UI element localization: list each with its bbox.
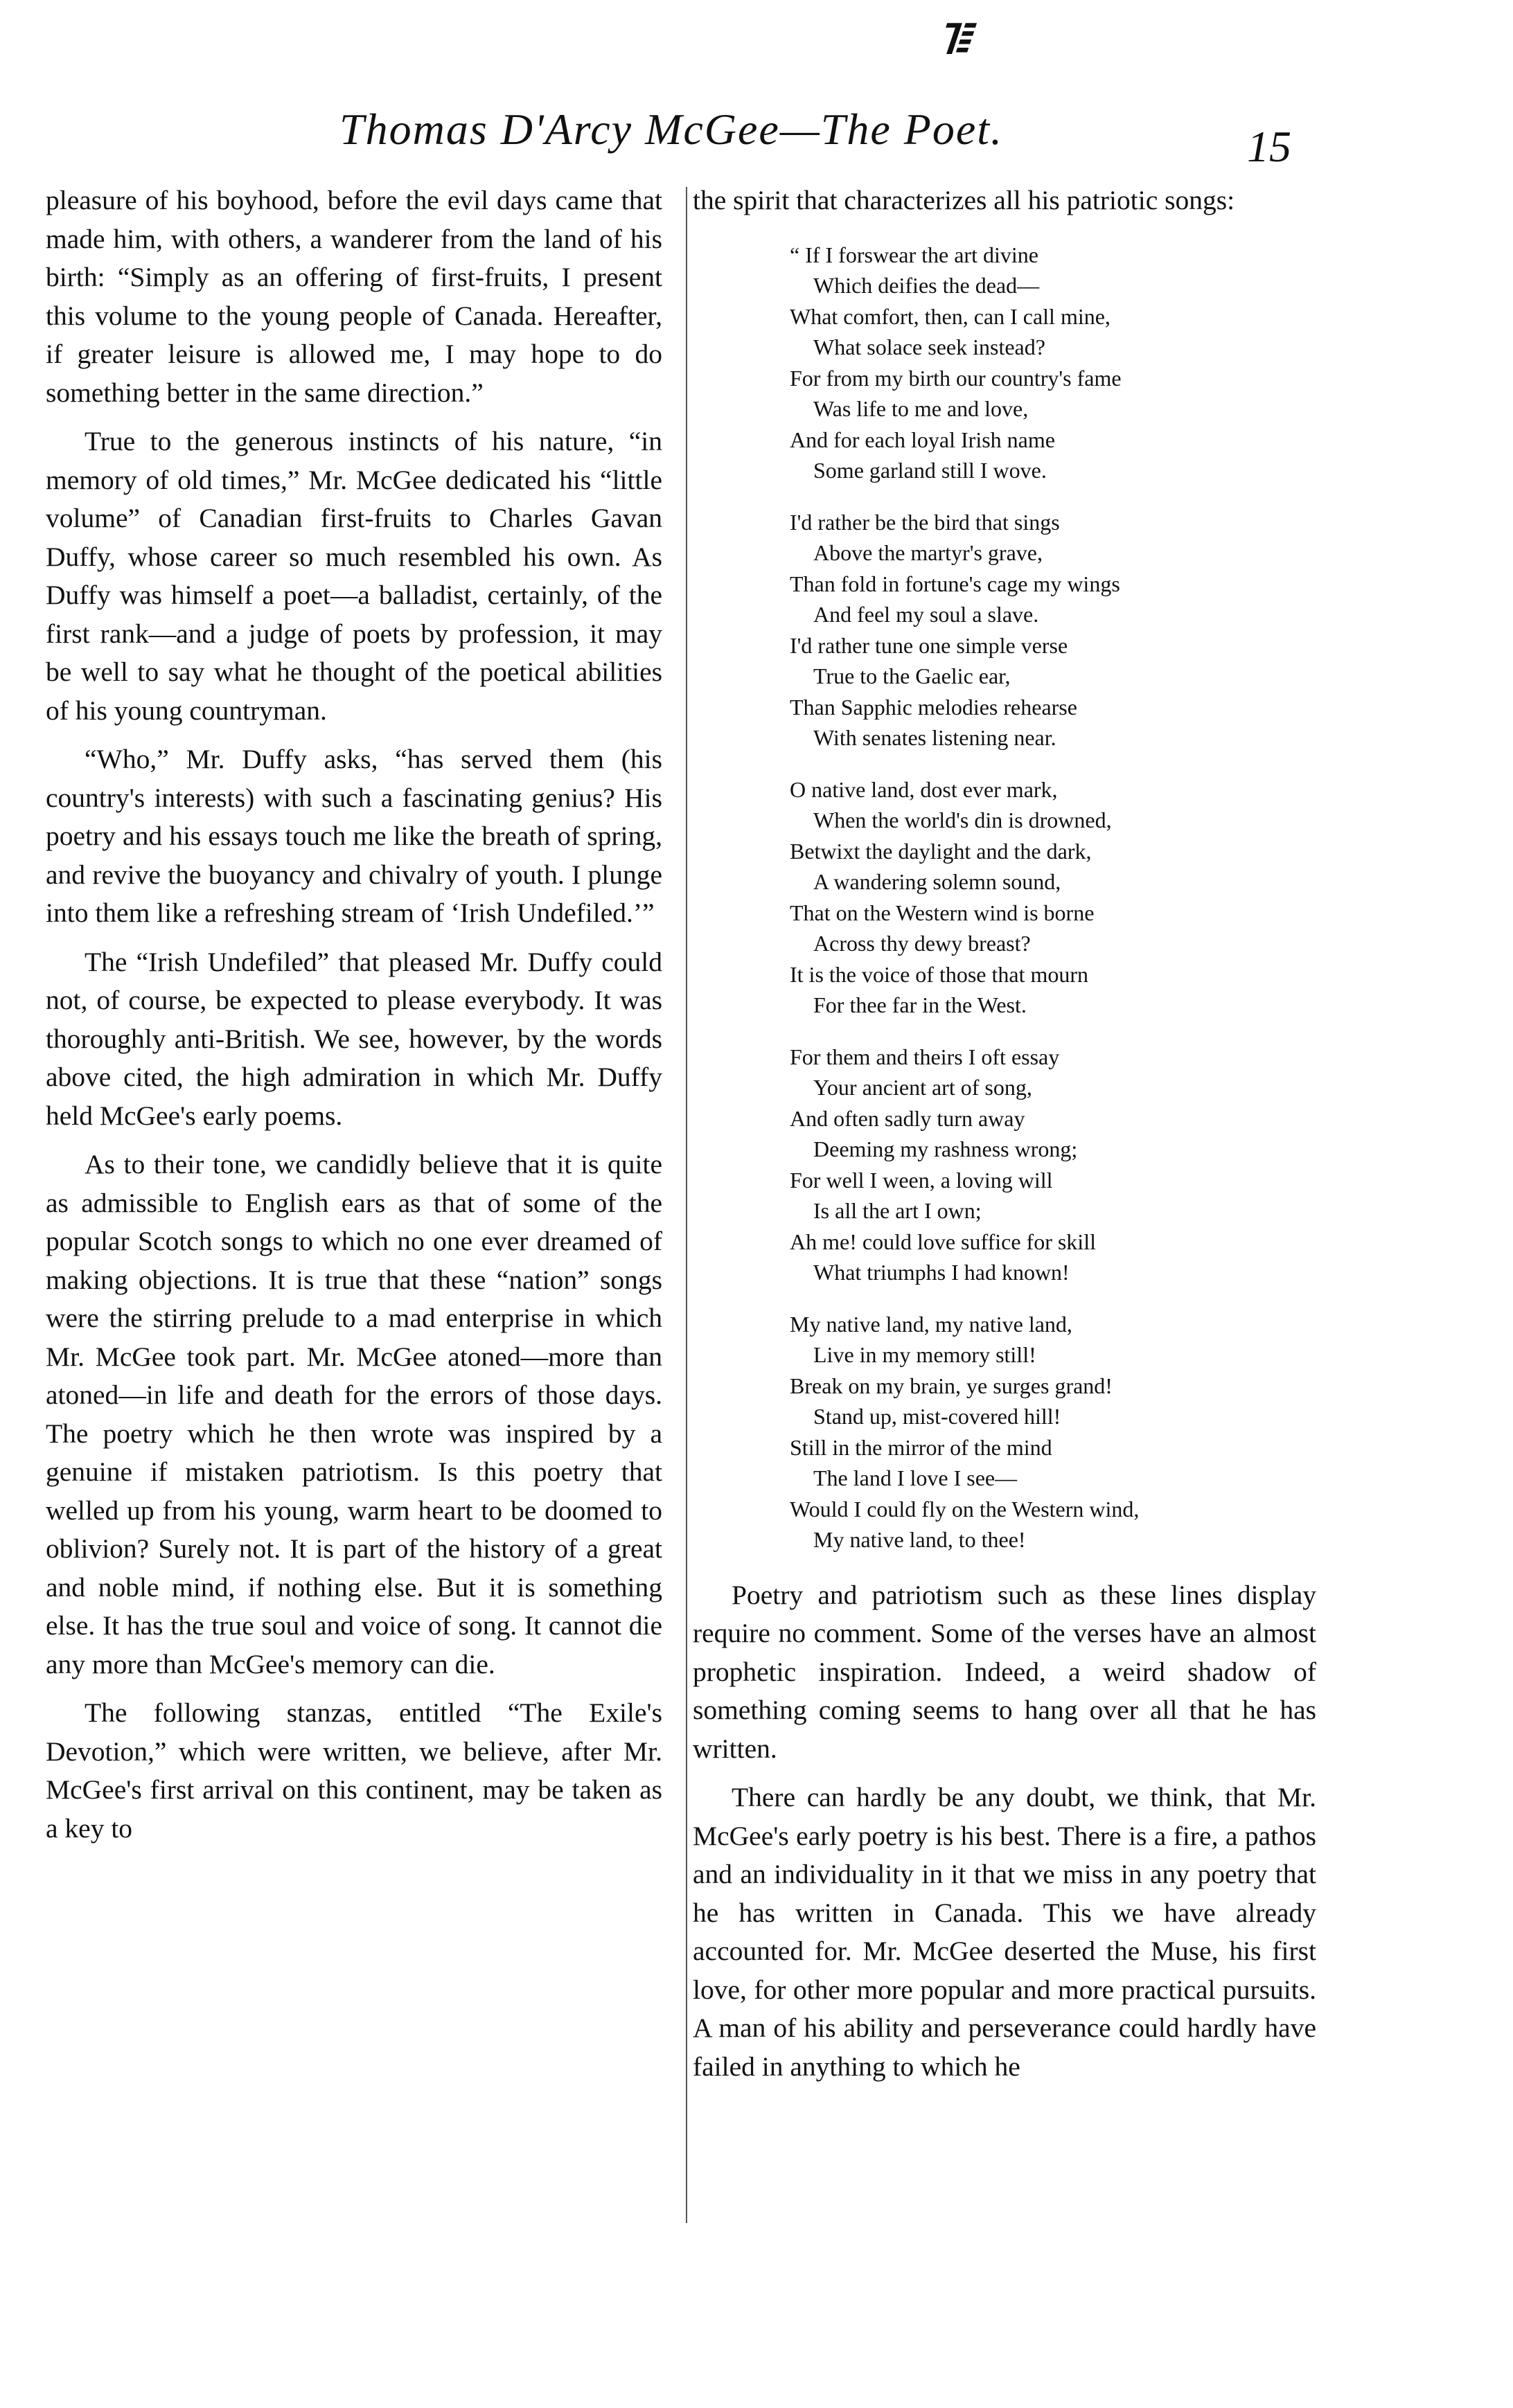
- poem-line: Stand up, mist-covered hill!: [813, 1404, 1061, 1429]
- poem-line: My native land, my native land,: [790, 1311, 1072, 1337]
- running-head: Thomas D'Arcy McGee—The Poet.: [339, 105, 1003, 154]
- poem-line: Which deifies the dead—: [813, 273, 1040, 298]
- paragraph: As to their tone, we candidly believe that it is quite as admissible to English ears as that of some of the popular Scotch songs to which no one ever dreamed of making objections. It is true that these “nation” songs were the stirring prelude to a mad enterprise in which Mr. McGee took part. Mr. McGee atoned—more than atoned—in life and death for the errors of those days. The poetry which he then wrote was inspired by a genuine if mistaken patriotism. Is this poetry that welled up from his young, warm heart to be doomed to oblivion? Surely not. It is part of the history of a great and noble mind, if nothing else. But it is something else. It has the true soul and voice of song. It cannot die any more than McGee's memory can die.: [46, 1149, 662, 1679]
- top-mark: ᳅: [944, 17, 975, 62]
- poem-line: And for each loyal Irish name: [790, 427, 1055, 452]
- poem-line: My native land, to thee!: [813, 1527, 1026, 1552]
- poem-line: Than fold in fortune's cage my wings: [790, 571, 1120, 596]
- stanza: [790, 507, 1316, 753]
- stanza: [790, 1309, 1316, 1555]
- paragraph: the spirit that characterizes all his patriotic songs:: [693, 185, 1235, 215]
- paragraph: Poetry and patriotism such as these lines display require no comment. Some of the verses have an almost prophetic inspiration. Indeed, a weird shadow of something coming seems to hang over all that he has written.: [693, 1579, 1316, 1764]
- right-column: [693, 181, 1316, 2086]
- paragraph: The following stanzas, entitled “The Exile's Devotion,” which were written, we believe, after Mr. McGee's first arrival on this continent, may be taken as a key to: [46, 1697, 662, 1844]
- poem-line: O native land, dost ever mark,: [790, 776, 1058, 802]
- poem-line: Your ancient art of song,: [813, 1075, 1032, 1100]
- poem-line: Deeming my rashness wrong;: [813, 1136, 1078, 1161]
- poem-line: And often sadly turn away: [790, 1105, 1025, 1131]
- poem-line: Live in my memory still!: [813, 1342, 1036, 1367]
- poem-line: When the world's din is drowned,: [813, 808, 1112, 832]
- poem-line: Break on my brain, ye surges grand!: [790, 1373, 1113, 1398]
- poem-line: Above the martyr's grave,: [813, 540, 1043, 565]
- poem-line: What triumphs I had known!: [813, 1260, 1070, 1285]
- poem-line: True to the Gaelic ear,: [813, 663, 1011, 688]
- poem-line: “ If I forswear the art divine: [790, 242, 1038, 267]
- poem-line: A wandering solemn sound,: [813, 869, 1061, 894]
- poem-line: Would I could fly on the Western wind,: [790, 1496, 1140, 1522]
- poem-line: Still in the mirror of the mind: [790, 1434, 1052, 1460]
- stanza: [790, 774, 1316, 1021]
- poem-the-exiles-devotion: [790, 240, 1316, 1555]
- poem-line: That on the Western wind is borne: [790, 900, 1095, 925]
- stanza: [790, 1042, 1316, 1288]
- poem-line: Ah me! could love suffice for skill: [790, 1229, 1096, 1254]
- poem-line: For thee far in the West.: [813, 992, 1027, 1017]
- paragraph: True to the generous instincts of his nature, “in memory of old times,” Mr. McGee dedicated his “little volume” of Canadian first-fruits to Charles Gavan Duffy, whose career so much resembled his own. As Duffy was himself a poet—a balladist, certainly, of the first rank—and a judge of poets by profession, it may be well to say what he thought of the poetical abilities of his young countryman.: [46, 426, 662, 726]
- paragraph: There can hardly be any doubt, we think, that Mr. McGee's early poetry is his best. There is a fire, a pathos and an individuality in it that we miss in any poetry that he has written in Canada. This we have already accounted for. Mr. McGee deserted the Muse, his first love, for other more popular and more practical pursuits. A man of his ability and perseverance could hardly have failed in anything to which he: [693, 1782, 1316, 2082]
- poem-line: For from my birth our country's fame: [790, 365, 1122, 391]
- poem-line: What solace seek instead?: [813, 335, 1045, 359]
- poem-line: It is the voice of those that mourn: [790, 961, 1089, 987]
- poem-line: Than Sapphic melodies rehearse: [790, 694, 1077, 720]
- left-column: [46, 181, 662, 1848]
- poem-line: I'd rather be the bird that sings: [790, 509, 1060, 535]
- poem-line: Across thy dewy breast?: [813, 931, 1031, 956]
- poem-line: For them and theirs I oft essay: [790, 1044, 1060, 1069]
- poem-line: The land I love I see—: [813, 1465, 1018, 1490]
- paragraph: “Who,” Mr. Duffy asks, “has served them (his country's interests) with such a fascinating genius? His poetry and his essays touch me like the breath of spring, and revive the buoyancy and chivalry of youth. I plunge into them like a refreshing stream of ‘Irish Undefiled.’”: [46, 744, 662, 928]
- poem-line: Is all the art I own;: [813, 1198, 982, 1223]
- poem-line: What comfort, then, can I call mine,: [790, 303, 1111, 329]
- poem-line: With senates listening near.: [813, 725, 1056, 750]
- poem-line: Was life to me and love,: [813, 396, 1029, 421]
- poem-line: For well I ween, a loving will: [790, 1167, 1053, 1193]
- stanza: [790, 240, 1316, 486]
- poem-line: Betwixt the daylight and the dark,: [790, 838, 1092, 864]
- poem-line: I'd rather tune one simple verse: [790, 632, 1068, 658]
- page-number: 15: [1247, 122, 1291, 171]
- paragraph: pleasure of his boyhood, before the evil days came that made him, with others, a wanderer from the land of his birth: “Simply as an offering of first-fruits, I present this volume to the young people of Canada. Hereafter, if greater leisure is allowed me, I may hope to do something better in the same direction.”: [46, 185, 662, 408]
- poem-line: And feel my soul a slave.: [813, 602, 1039, 627]
- column-divider: [686, 187, 687, 2223]
- poem-line: Some garland still I wove.: [813, 458, 1047, 483]
- paragraph: The “Irish Undefiled” that pleased Mr. Duffy could not, of course, be expected to please everybody. It was thoroughly anti-British. We see, however, by the words above cited, the high admiration in which Mr. Duffy held McGee's early poems.: [46, 946, 662, 1131]
